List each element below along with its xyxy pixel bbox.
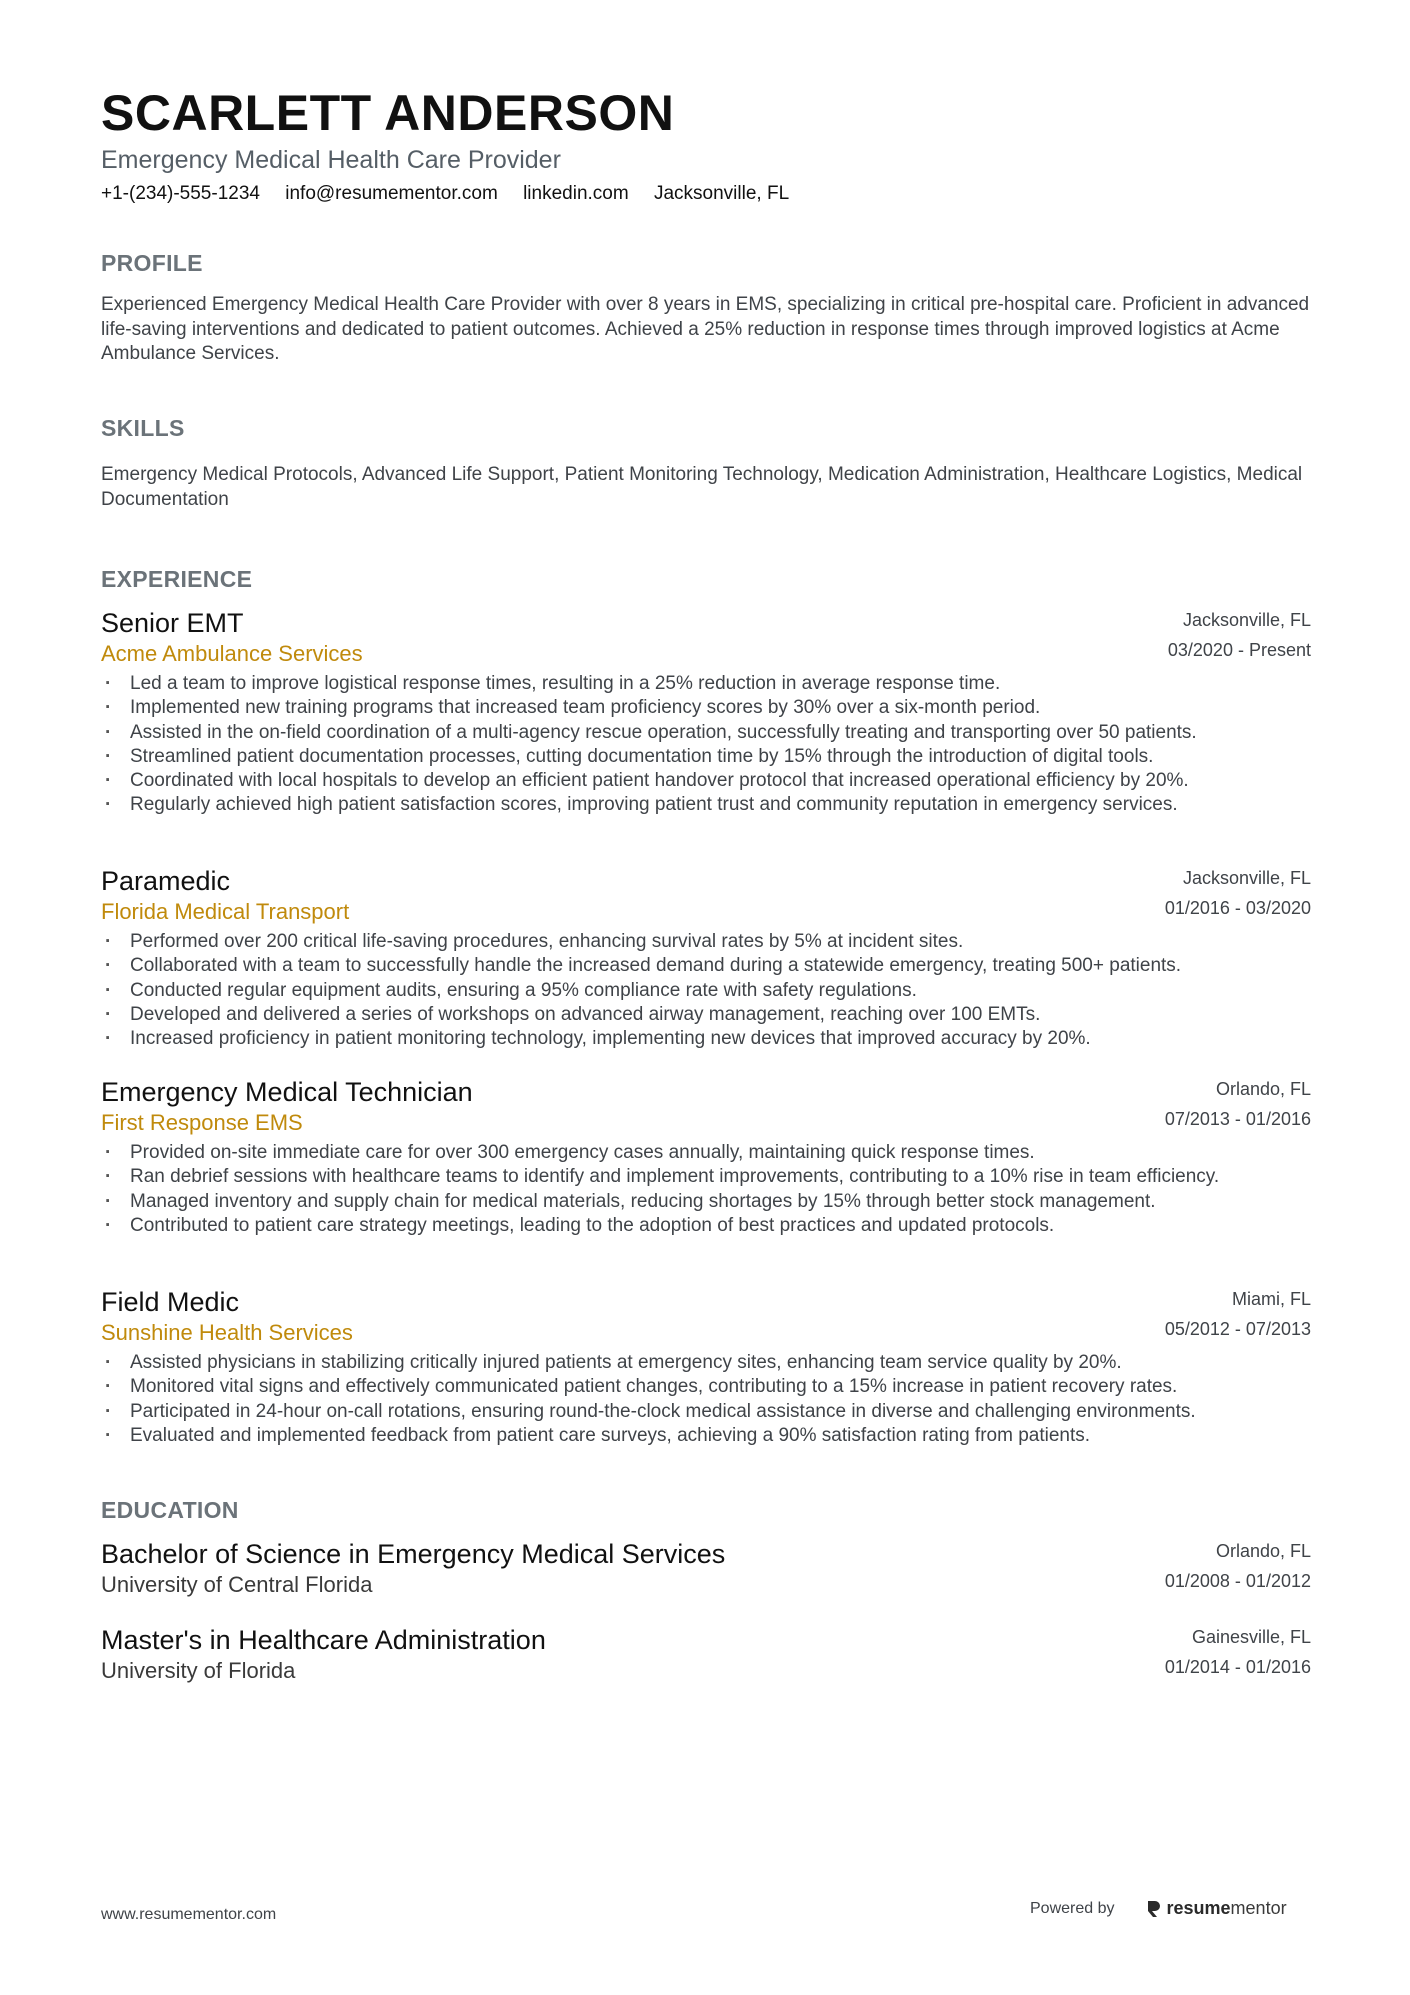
contact-line <box>101 183 809 205</box>
job-bullet: · Contributed to patient care strategy meetings, leading to the adoption of best practices and updated protocols. <box>101 1214 1311 1238</box>
brand-wordmark[interactable] <box>1167 1898 1287 1919</box>
job-dates: 05/2012 - 07/2013 <box>1164 1319 1311 1339</box>
job-location: Jacksonville, FL <box>1182 610 1311 630</box>
candidate-name: SCARLETT ANDERSON <box>101 85 675 141</box>
job-organization: Acme Ambulance Services <box>101 641 363 666</box>
job-bullet: · Ran debrief sessions with healthcare teams to identify and implement improvements, contributing to a 10% rise in team efficiency. <box>101 1165 1311 1189</box>
job-bullets <box>101 672 1311 818</box>
job-bullet: · Developed and delivered a series of workshops on advanced airway management, reaching over 100 EMTs. <box>101 1003 1311 1027</box>
section-title-experience: EXPERIENCE <box>101 566 253 592</box>
profile-text: Experienced Emergency Medical Health Care Provider with over 8 years in EMS, specializing in critical pre-hospital care. Proficient in advanced life-saving interventions and dedicated to patient outcomes. Achieved a 25% reduction in response times through improved logistics at Acme Ambulance Services. <box>101 294 1310 364</box>
job-bullet: · Increased proficiency in patient monitoring technology, implementing new devices that improved accuracy by 20%. <box>101 1027 1311 1051</box>
education-dates: 01/2008 - 01/2012 <box>1164 1571 1311 1591</box>
job-location: Jacksonville, FL <box>1182 868 1311 888</box>
resumementor-logo-icon <box>1145 1899 1161 1919</box>
job-dates: 01/2016 - 03/2020 <box>1164 898 1311 918</box>
job-dates: 03/2020 - Present <box>1167 640 1311 660</box>
job-bullet: · Conducted regular equipment audits, ensuring a 95% compliance rate with safety regulations. <box>101 979 1311 1003</box>
job-bullet: · Performed over 200 critical life-saving procedures, enhancing survival rates by 5% at incident sites. <box>101 930 1311 954</box>
footer-branding <box>1030 1898 1287 1919</box>
job-organization: First Response EMS <box>101 1110 303 1135</box>
job-bullets <box>101 1141 1311 1238</box>
job-bullet: · Managed inventory and supply chain for medical materials, reducing shortages by 15% through better stock management. <box>101 1190 1311 1214</box>
contact-email[interactable]: info@resumementor.com <box>285 183 498 204</box>
job-bullet: · Monitored vital signs and effectively communicated patient changes, contributing to a 15% increase in patient recovery rates. <box>101 1375 1311 1399</box>
job-bullet: · Assisted in the on-field coordination of a multi-agency rescue operation, successfully treating and transporting over 50 patients. <box>101 721 1311 745</box>
brand-wordmark-bold: resume <box>1166 1898 1231 1918</box>
job-bullet: · Assisted physicians in stabilizing critically injured patients at emergency sites, enhancing team service quality by 20%. <box>101 1351 1311 1375</box>
job-bullet: · Provided on-site immediate care for over 300 emergency cases annually, maintaining quick response times. <box>101 1141 1311 1165</box>
job-bullet: · Implemented new training programs that increased team proficiency scores by 30% over a six-month period. <box>101 696 1311 720</box>
contact-phone: +1-(234)-555-1234 <box>101 183 260 204</box>
job-bullets <box>101 1351 1311 1448</box>
job-organization: Florida Medical Transport <box>101 899 350 924</box>
school-location: Gainesville, FL <box>1191 1627 1311 1647</box>
brand-wordmark-light: mentor <box>1230 1898 1287 1918</box>
school-name: University of Central Florida <box>101 1572 373 1597</box>
job-location: Miami, FL <box>1231 1289 1311 1309</box>
candidate-headline: Emergency Medical Health Care Provider <box>101 146 561 174</box>
job-bullet: · Evaluated and implemented feedback from patient care surveys, achieving a 90% satisfaction rating from patients. <box>101 1424 1311 1448</box>
job-bullet: · Collaborated with a team to successfully handle the increased demand during a statewide emergency, treating 500+ patients. <box>101 954 1311 978</box>
job-location: Orlando, FL <box>1215 1079 1311 1099</box>
section-title-profile: PROFILE <box>101 250 203 276</box>
job-bullet: · Regularly achieved high patient satisfaction scores, improving patient trust and community reputation in emergency services. <box>101 793 1311 817</box>
job-bullet: · Streamlined patient documentation processes, cutting documentation time by 15% through the introduction of digital tools. <box>101 745 1311 769</box>
education-dates: 01/2014 - 01/2016 <box>1164 1657 1311 1677</box>
job-bullet: · Participated in 24-hour on-call rotations, ensuring round-the-clock medical assistance in diverse and challenging environments. <box>101 1400 1311 1424</box>
job-bullet: · Led a team to improve logistical response times, resulting in a 25% reduction in average response time. <box>101 672 1311 696</box>
job-dates: 07/2013 - 01/2016 <box>1164 1109 1311 1129</box>
job-title: Paramedic <box>101 866 231 896</box>
contact-location: Jacksonville, FL <box>653 183 790 204</box>
school-name: University of Florida <box>101 1658 296 1683</box>
section-title-education: EDUCATION <box>101 1497 239 1523</box>
section-title-skills: SKILLS <box>101 415 185 441</box>
skills-text: Emergency Medical Protocols, Advanced Life Support, Patient Monitoring Technology, Medication Administration, Healthcare Logistics, Medical Documentation <box>101 464 1303 510</box>
job-title: Field Medic <box>101 1287 240 1317</box>
footer-website[interactable]: www.resumementor.com <box>101 1906 277 1923</box>
job-bullet: · Coordinated with local hospitals to develop an efficient patient handover protocol that increased operational efficiency by 20%. <box>101 769 1311 793</box>
contact-linkedin[interactable]: linkedin.com <box>523 183 629 204</box>
powered-by-label: Powered by <box>1030 1899 1115 1917</box>
degree-title: Master's in Healthcare Administration <box>101 1625 546 1655</box>
school-location: Orlando, FL <box>1215 1541 1311 1561</box>
degree-title: Bachelor of Science in Emergency Medical Services <box>101 1539 726 1569</box>
job-title: Senior EMT <box>101 608 244 638</box>
job-bullets <box>101 930 1311 1051</box>
job-title: Emergency Medical Technician <box>101 1077 473 1107</box>
job-organization: Sunshine Health Services <box>101 1320 353 1345</box>
